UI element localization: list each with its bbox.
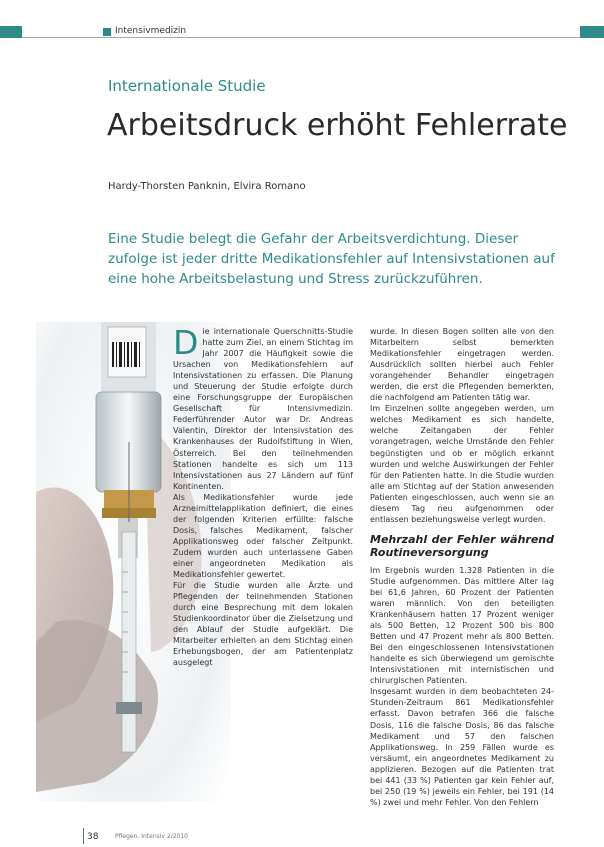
body-column-1 (173, 323, 353, 668)
body-paragraph: Im Ergebnis wurden 1.328 Patienten in die Studie aufgenommen. Das mittlere Alter lag bei 61,6 Jahren, 60 Prozent der Patienten waren männlich. Von den beteiligten Krankenhäusern hatten 17 Prozent weniger als 500 Betten, 12 Prozent 500 bis 800 Betten und 47 Prozent mehr als 800 Betten. Bei den eingeschlossenen Intensivstationen handelte es sich überwiegend um gemischte Intensivstationen mit internistischen und chirurgischen Patienten. (370, 565, 554, 686)
body-paragraph: ie internationale Querschnitts-Studie hatte zum Ziel, an einem Stichtag im Jahr 2007 die Häufigkeit sowie die Ursachen von Medikationsfehlern auf Intensivstationen zu erfassen. Die Planung und Steuerung der Studie erfolgte durch eine Forschungsgruppe der Europäischen Gesellschaft für Intensivmedizin. Federführender Autor war Dr. Andreas Valentin, Direktor der Intensivstation des Krankenhauses der Rudolfstiftung in Wien, Österreich. Bei den teilnehmenden Stationen handelte es sich um 113 Intensivstationen aus 27 Ländern auf fünf Kontinenten. (173, 327, 353, 491)
page-number: 38 (87, 832, 99, 842)
body-column-2 (370, 326, 554, 808)
section-marker (103, 28, 111, 36)
header-accent-bar-right (580, 26, 604, 38)
article-kicker: Internationale Studie (108, 77, 266, 95)
running-header (0, 24, 604, 38)
header-accent-bar (0, 26, 22, 38)
body-paragraph: Für die Studie wurden alle Ärzte und Pflegenden der teilnehmenden Stationen durch eine Besprechung mit dem lokalen Studienkoordinator über die Zielsetzung und den Ablauf der Studie aufgeklärt. Die Mitarbeiter erhielten an dem Stichtag einen Erhebungsbogen, der am Patientenplatz ausgelegt (173, 581, 353, 668)
body-paragraph: Im Einzelnen sollte angegeben werden, um welches Medikament es sich handelte, welche Zeitangaben der Fehler vorangetragen, welche Umstände den Fehler begünstigten und ob er möglich erkannt wurden und welche Auswirkungen der Fehler für den Patienten hatte. In die Studie wurden alle am Stichtag auf der Station anwesenden Patienten eingeschlossen, auch wenn sie an diesem Tag neu aufgenommen oder entlassen beziehungsweise verlegt wurden. (370, 404, 554, 524)
article-lead: Eine Studie belegt die Gefahr der Arbeitsverdichtung. Dieser zufolge ist jeder dritte Medikationsfehler auf Intensivstationen auf eine hohe Arbeitsbelastung und Stress zurückzuführen. (108, 231, 555, 287)
body-paragraph: wurde. In diesen Bogen sollten alle von den Mitarbeitern selbst bemerkten Medikationsfehler eingetragen werden. Ausdrücklich sollten hierbei auch Fehler vorangehender Behandler eingetragen werden, die erst die Pflegenden bemerkten, die nachfolgend am Patienten tätig war. (370, 327, 554, 403)
section-subheading: Mehrzahl der Fehler während Routineversorgung (370, 532, 554, 559)
drop-cap: D (173, 323, 199, 362)
journal-name: Pflegen. Intensiv 2/2010 (115, 833, 188, 840)
body-paragraph: Als Medikationsfehler wurde jede Arzneimittelapplikation definiert, die eines der folgenden Kriterien erfüllte: falsche Dosis, falsches Medikament, falscher Applikationsweg oder falscher Zeitpunkt. Zudem wurden auch unterlassene Gaben einer angeordneten Medikation als Medikationsfehler gewertet. (173, 492, 353, 580)
article-title: Arbeitsdruck erhöht Fehlerrate (107, 108, 568, 143)
header-rule (22, 37, 580, 38)
footer-accent-tick (83, 828, 84, 844)
article-authors: Hardy-Thorsten Panknin, Elvira Romano (108, 181, 306, 192)
section-label: Intensivmedizin (115, 26, 187, 36)
body-paragraph: Insgesamt wurden in dem beobachteten 24-Stunden-Zeitraum 861 Medikationsfehler erfasst. Davon betrafen 366 die falsche Dosis, 116 die falsche Dosis, 86 das falsche Medikament und 57 den falschen Applikationsweg. In 259 Fällen wurde es versäumt, ein angeordnetes Medikament zu applizieren. Bezogen auf die Patienten trat bei 441 (33 %) Patienten gar kein Fehler auf, bei 250 (19 %) jeweils ein Fehler, bei 191 (14 %) zwei und mehr Fehler. Von den Fehlern (370, 687, 554, 807)
